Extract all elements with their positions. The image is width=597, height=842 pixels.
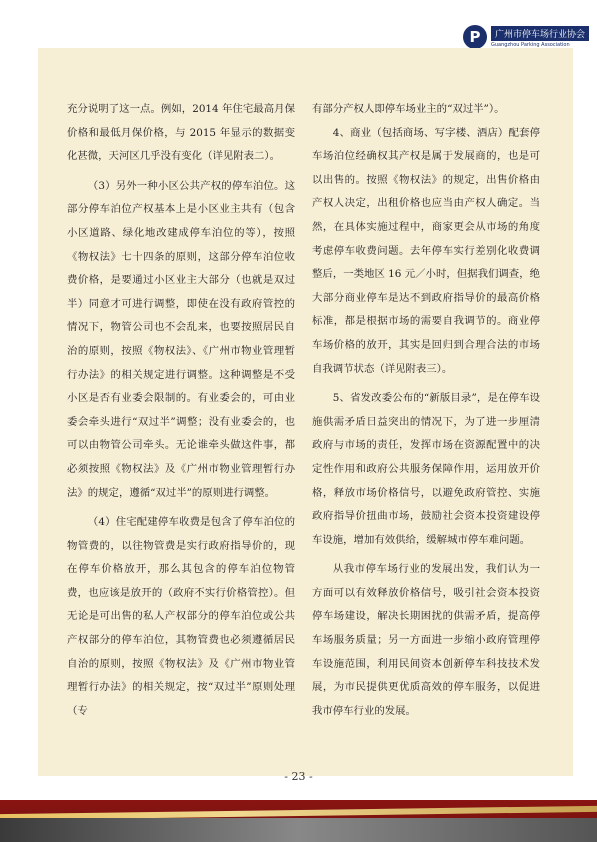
paragraph: 从我市停车场行业的发展出发，我们认为一方面可以有效释放价格信号，吸引社会资本投资停车场建设，解决长期困扰的供需矛盾，提高停车场服务质量；另一方面进一步缩小政府管理停车设施范围，利用民间资本创新停车科技技术发展，为市民提供更优质高效的停车服务，以促进我市停车行业的发展。 <box>312 563 540 717</box>
paragraph: 5、省发改委公布的“新版目录”，是在停车设施供需矛盾日益突出的情况下，为了进一步厘清政府与市场的责任，发挥市场在资源配置中的决定性作用和政府公共服务保障作用，运用放开价格，释放市场价格信号，以避免政府管控、实施政府指导价扭曲市场，鼓励社会资本投资建设停车设施，增加有效供给，缓解城市停车难问题。 <box>312 392 540 546</box>
left-column <box>67 98 295 723</box>
paragraph: 有部分产权人即停车场业主的“双过半”）。 <box>312 103 505 115</box>
paragraph: 4、商业（包括商场、写字楼、酒店）配套停车场泊位经确权其产权是属于发展商的，也是可以出售的。按照《物权法》的规定，出售价格由产权人决定，出租价格也应当由产权人确定。当然，在具体实施过程中，商家更会从市场的角度考虑停车收费问题。去年停车实行差别化收费调整后，一类地区 16 元／小时，但据我们调查，绝大部分商业停车是达不到政府指导价的最高价格标准，都是根据市场的需要自我调节的。商业停车场价格的放开，其实是回归到合理合法的市场自我调节状态（详见附表三）。 <box>312 126 540 375</box>
org-name-en: Guangzhou Parking Association <box>490 42 570 48</box>
paragraph: 充分说明了这一点。例如，2014 年住宅最高月保价格和最低月保价格，与 2015 年显示的数据变化甚微，天河区几乎没有变化（详见附表二）。 <box>67 103 295 163</box>
footer-decoration <box>0 800 597 842</box>
org-name-cn: 广州市停车场行业协会 <box>491 26 589 41</box>
page-number: - 23 - <box>284 770 313 783</box>
page-header <box>0 0 597 48</box>
paragraph: （4）住宅配建停车收费是包含了停车泊位的物管费的，以往物管费是实行政府指导价的，现在停车价格放开，那么其包含的停车泊位物管费，也应该是放开的（政府不实行价格管控）。但无论是可出售的私人产权部分的停车泊位或公共产权部分的停车泊位，其物管费也必须遵循居民自治的原则，按照《物权法》及《广州市物业管理暂行办法》的相关规定，按“双过半”原则处理（专 <box>67 516 295 717</box>
parking-p-icon: P <box>463 25 487 49</box>
paragraph: （3）另外一种小区公共产权的停车泊位。这部分停车泊位产权基本上是小区业主共有（包含小区道路、绿化地改建成停车泊位的等），按照《物权法》七十四条的原则，这部分停车泊位收费价格，是要通过小区业主大部分（也就是双过半）同意才可进行调整，即使在没有政府管控的情况下，物管公司也不会乱来，也要按照居民自治的原则，按照《物权法》、《广州市物业管理暂行办法》的相关规定进行调整。这种调整是不受小区是否有业委会限制的。有业委会的，可由业委会牵头进行“双过半”调整；没有业委会的，也可以由物管公司牵头。无论谁牵头做这件事，都必须按照《物权法》及《广州市物业管理暂行办法》的规定，遵循“双过半”的原则进行调整。 <box>67 179 295 499</box>
article-body <box>38 48 573 776</box>
right-column <box>312 98 540 723</box>
